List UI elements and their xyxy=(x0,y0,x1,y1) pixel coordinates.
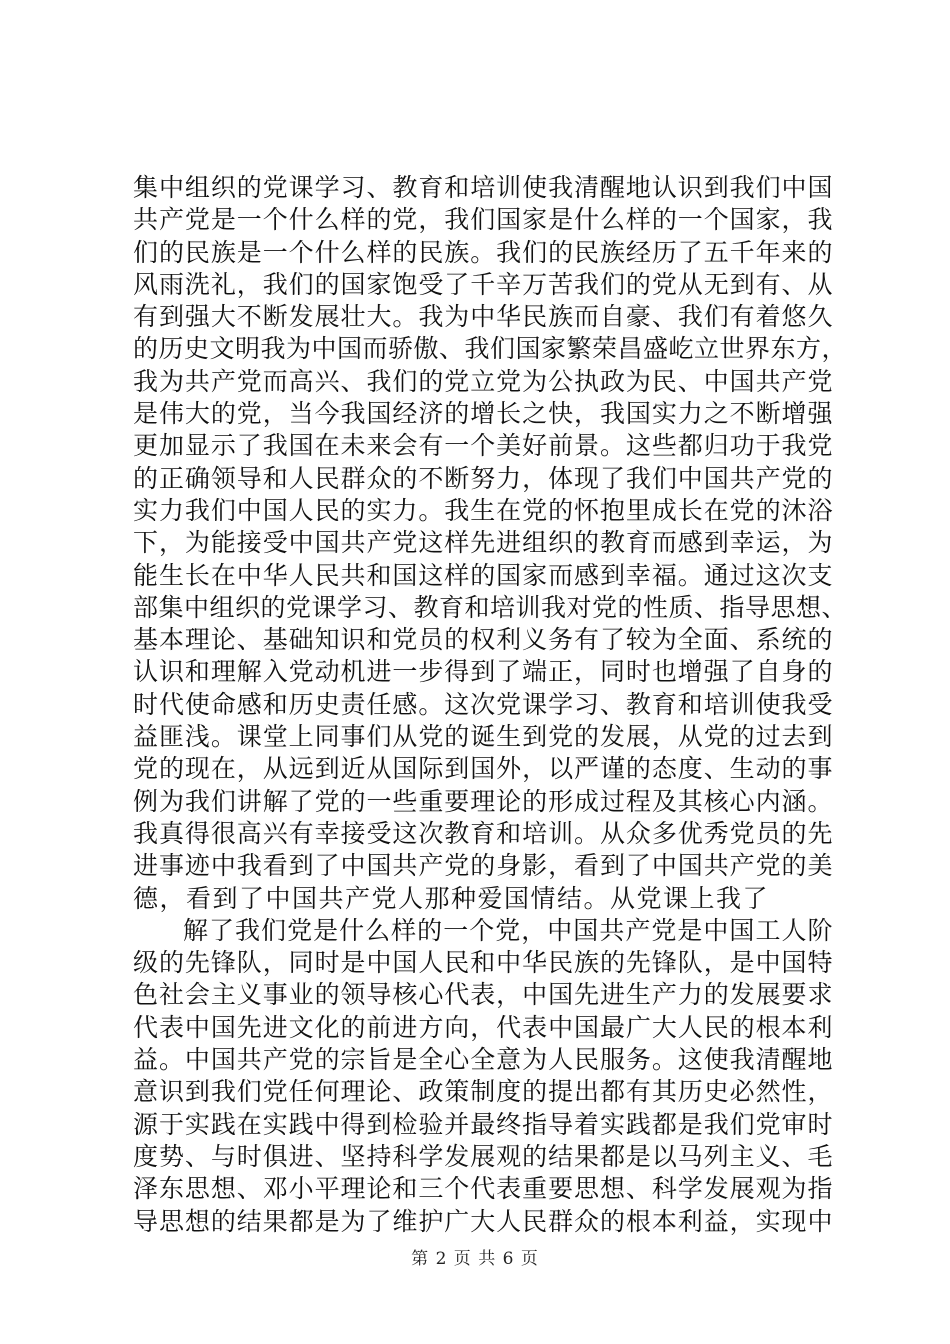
text-line: 色社会主义事业的领导核心代表，中国先进生产力的发展要求 xyxy=(133,980,833,1010)
text-line: 度势、与时俱进、坚持科学发展观的结果都是以马列主义、毛 xyxy=(133,1141,833,1171)
page-number-footer: 第 2 页 共 6 页 xyxy=(411,1249,539,1269)
text-line: 集中组织的党课学习、教育和培训使我清醒地认识到我们中国 xyxy=(133,173,833,202)
text-line: 更加显示了我国在未来会有一个美好前景。这些都归功于我党 xyxy=(133,431,833,461)
text-line: 进事迹中我看到了中国共产党的身影，看到了中国共产党的美 xyxy=(133,851,833,881)
text-line: 德，看到了中国共产党人那种爱国情结。从党课上我了 xyxy=(133,883,770,913)
text-line: 风雨洗礼，我们的国家饱受了千辛万苦我们的党从无到有、从 xyxy=(133,269,833,299)
text-line: 益。中国共产党的宗旨是全心全意为人民服务。这使我清醒地 xyxy=(133,1045,833,1075)
text-line: 益匪浅。课堂上同事们从党的诞生到党的发展，从党的过去到 xyxy=(133,722,833,752)
paragraph-first-line: 解了我们党是什么样的一个党，中国共产党是中国工人阶 xyxy=(183,915,833,945)
text-line: 时代使命感和历史责任感。这次党课学习、教育和培训使我受 xyxy=(133,689,833,719)
document-body xyxy=(133,172,848,1238)
text-line: 我真得很高兴有幸接受这次教育和培训。从众多优秀党员的先 xyxy=(133,818,833,848)
text-line: 党的现在，从远到近从国际到国外，以严谨的态度、生动的事 xyxy=(133,754,833,784)
text-line: 我为共产党而高兴、我们的党立党为公执政为民、中国共产党 xyxy=(133,366,833,396)
text-line: 认识和理解入党动机进一步得到了端正，同时也增强了自身的 xyxy=(133,657,833,687)
text-line: 基本理论、基础知识和党员的权利义务有了较为全面、系统的 xyxy=(133,625,833,655)
text-line: 导思想的结果都是为了维护广大人民群众的根本利益，实现中 xyxy=(133,1206,833,1236)
text-line: 的正确领导和人民群众的不断努力，体现了我们中国共产党的 xyxy=(133,463,833,493)
text-line: 共产党是一个什么样的党，我们国家是什么样的一个国家，我 xyxy=(133,205,833,235)
text-line: 级的先锋队，同时是中国人民和中华民族的先锋队，是中国特 xyxy=(133,948,833,978)
text-line: 实力我们中国人民的实力。我生在党的怀抱里成长在党的沐浴 xyxy=(133,495,833,525)
text-line: 是伟大的党，当今我国经济的增长之快，我国实力之不断增强 xyxy=(133,399,833,429)
text-line: 例为我们讲解了党的一些重要理论的形成过程及其核心内涵。 xyxy=(133,786,833,816)
text-line: 部集中组织的党课学习、教育和培训我对党的性质、指导思想、 xyxy=(133,592,848,622)
text-line: 的历史文明我为中国而骄傲、我们国家繁荣昌盛屹立世界东方， xyxy=(133,334,848,364)
text-line: 意识到我们党任何理论、政策制度的提出都有其历史必然性， xyxy=(133,1077,833,1107)
text-line: 泽东思想、邓小平理论和三个代表重要思想、科学发展观为指 xyxy=(133,1174,833,1204)
text-line: 能生长在中华人民共和国这样的国家而感到幸福。通过这次支 xyxy=(133,560,833,590)
text-line: 源于实践在实践中得到检验并最终指导着实践都是我们党审时 xyxy=(133,1109,833,1139)
text-line: 下，为能接受中国共产党这样先进组织的教育而感到幸运，为 xyxy=(133,528,833,558)
text-line: 代表中国先进文化的前进方向，代表中国最广大人民的根本利 xyxy=(133,1012,833,1042)
text-line: 有到强大不断发展壮大。我为中华民族而自豪、我们有着悠久 xyxy=(133,302,833,332)
text-line: 们的民族是一个什么样的民族。我们的民族经历了五千年来的 xyxy=(133,237,833,267)
